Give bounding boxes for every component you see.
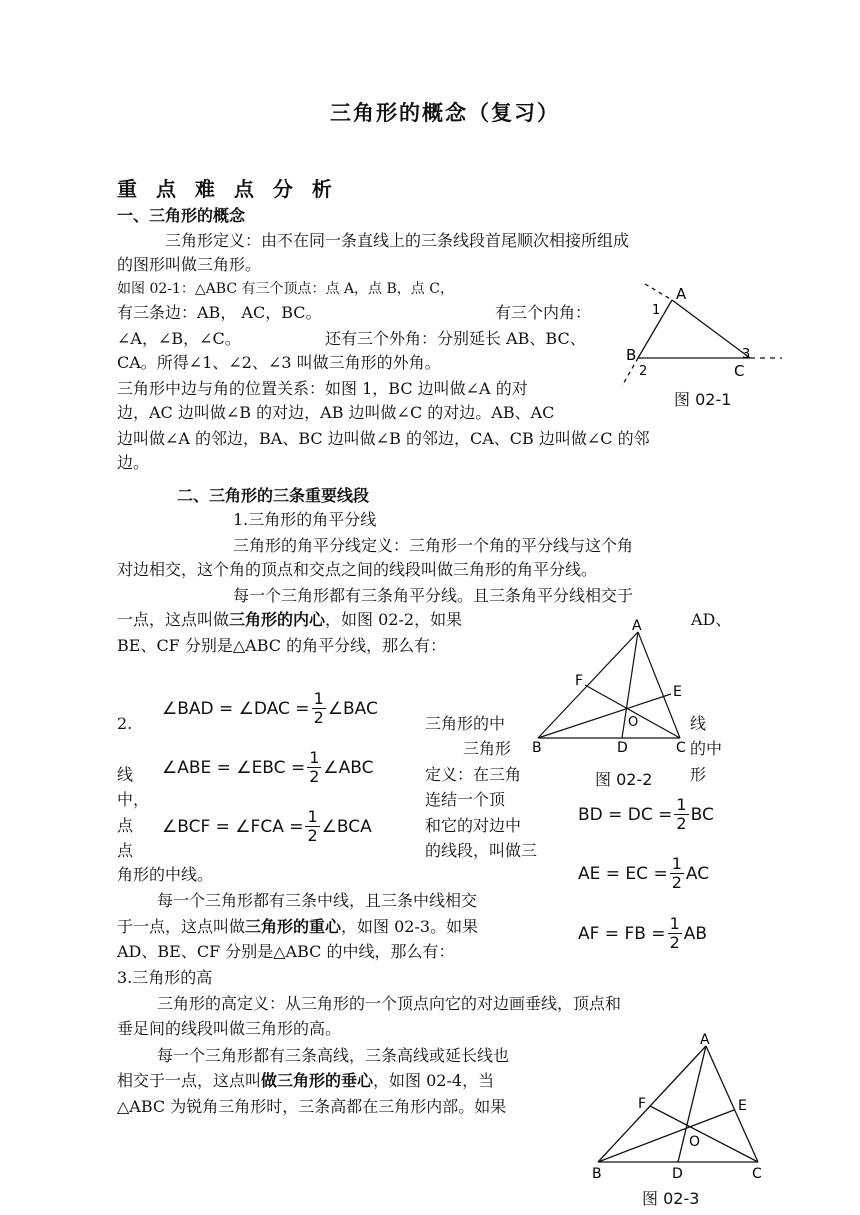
equation-bisector-b: ∠ABE = ∠EBC = $\frac{1}{2}$ ∠ABC <box>162 748 374 786</box>
text-fragment: 线 <box>117 765 134 784</box>
paragraph-line: ∠A，∠B，∠C。 <box>117 329 241 348</box>
paragraph-line: AD、BE、CF 分别是△ABC 的中线，那么有： <box>117 942 455 961</box>
figure-caption: 图 02-1 <box>674 390 732 409</box>
text-fragment: 中， <box>117 790 150 809</box>
figure-02-3 <box>586 1030 776 1180</box>
text-fragment: 三角形的中 <box>425 714 506 733</box>
paragraph-line: 垂足间的线段叫做三角形的高。 <box>117 1019 342 1038</box>
page-title: 三角形的概念（复习） <box>330 100 560 125</box>
point-label-f: F <box>638 1096 647 1112</box>
text-fragment: 的线段，叫做三 <box>425 841 538 860</box>
vertex-label-a: A <box>700 1032 710 1048</box>
text-fragment: 和它的对边中 <box>425 816 522 835</box>
list-number: 2. <box>117 714 133 733</box>
paragraph-line: 对边相交，这个角的顶点和交点之间的线段叫做三角形的角平分线。 <box>117 560 598 579</box>
paragraph-line: 三角形中边与角的位置关系：如图 1，BC 边叫做∠A 的对 <box>117 379 528 398</box>
point-label-o: O <box>689 1134 701 1150</box>
vertex-label-b: B <box>592 1166 602 1180</box>
figure-caption: 图 02-2 <box>595 770 653 789</box>
text-fragment: 点 <box>117 841 134 860</box>
paragraph-line: 有三条边：AB， AC，BC。 <box>117 303 322 322</box>
paragraph-line: 边，AC 边叫做∠B 的对边，AB 边叫做∠C 的对边。AB、AC <box>117 403 555 422</box>
paragraph-line: 于一点，这点叫做三角形的重心，如图 02-3。如果 <box>117 917 479 936</box>
paragraph-line: 每一个三角形都有三条角平分线。且三条角平分线相交于 <box>233 586 634 605</box>
paragraph-line: AD、 <box>691 610 732 629</box>
vertex-label-c: C <box>752 1166 762 1180</box>
figure-02-2 <box>528 612 703 760</box>
text-fragment: 线 <box>690 714 707 733</box>
paragraph-line: 三角形的高定义：从三角形的一个顶点向它的对边画垂线，顶点和 <box>157 994 622 1013</box>
vertex-label-c: C <box>676 740 686 756</box>
point-label-f: F <box>575 673 584 689</box>
paragraph-line: 边。 <box>117 453 150 472</box>
subheading: 1.三角形的角平分线 <box>233 510 377 529</box>
angle-label-1: 1 <box>652 303 661 318</box>
paragraph-line: 一点，这点叫做三角形的内心，如图 02-2，如果 <box>117 610 463 629</box>
paragraph-line: 三角形的角平分线定义：三角形一个角的平分线与这个角 <box>233 536 634 555</box>
paragraph-line: △ABC 为锐角三角形时，三条高都在三角形内部。如果 <box>117 1097 507 1116</box>
part1-heading: 一、三角形的概念 <box>117 206 246 225</box>
paragraph-line: 还有三个外角：分别延长 AB、BC、 <box>325 329 586 348</box>
paragraph-line: 的图形叫做三角形。 <box>117 255 262 274</box>
text-fragment: 连结一个顶 <box>425 790 506 809</box>
paragraph-line: CA。所得∠1、∠2、∠3 叫做三角形的外角。 <box>117 353 441 372</box>
equation-median-c: AF = FB = $\frac{1}{2}$ AB <box>578 914 708 952</box>
vertex-label-b: B <box>626 346 637 364</box>
text-fragment: 定义：在三角 <box>425 765 522 784</box>
section-heading: 重 点 难 点 分 析 <box>117 177 338 201</box>
point-label-o: O <box>628 715 639 730</box>
subheading: 3.三角形的高 <box>117 968 213 987</box>
paragraph-line: 每一个三角形都有三条高线，三条高线或延长线也 <box>157 1046 510 1065</box>
angle-label-3: 3 <box>742 347 751 362</box>
paragraph-line: 如图 02-1：△ABC 有三个顶点：点 A，点 B，点 C， <box>117 281 454 297</box>
text-fragment: 点 <box>117 816 134 835</box>
point-label-d: D <box>617 740 628 756</box>
paragraph-line: 有三个内角： <box>495 303 592 322</box>
paragraph-line: 三角形定义：由不在同一条直线上的三条线段首尾顺次相接所组成 <box>165 231 630 250</box>
paragraph-line: BE、CF 分别是△ABC 的角平分线，那么有： <box>117 636 447 655</box>
paragraph-line: 相交于一点，这点叫做三角形的垂心，如图 02-4，当 <box>117 1071 495 1090</box>
equation-median-b: AE = EC = $\frac{1}{2}$ AC <box>578 854 710 892</box>
text-fragment: 三角形 <box>463 739 512 758</box>
equation-bisector-c: ∠BCF = ∠FCA = $\frac{1}{2}$ ∠BCA <box>162 807 372 845</box>
equation-bisector-a: ∠BAD = ∠DAC = $\frac{1}{2}$ ∠BAC <box>162 689 378 727</box>
text-fragment: 角形的中线。 <box>117 865 214 884</box>
paragraph-line: 边叫做∠A 的邻边，BA、BC 边叫做∠B 的邻边，CA、CB 边叫做∠C 的邻 <box>117 429 650 448</box>
paragraph-line: 每一个三角形都有三条中线，且三条中线相交 <box>157 891 478 910</box>
part2-heading: 二、三角形的三条重要线段 <box>177 486 370 505</box>
point-label-e: E <box>673 684 682 700</box>
vertex-label-c: C <box>734 362 745 380</box>
point-label-d: D <box>672 1166 683 1180</box>
vertex-label-a: A <box>632 618 642 634</box>
text-fragment: 的中 <box>690 739 723 758</box>
angle-label-2: 2 <box>639 364 648 379</box>
figure-caption: 图 02-3 <box>642 1189 700 1208</box>
vertex-label-a: A <box>676 285 687 303</box>
equation-median-a: BD = DC = $\frac{1}{2}$ BC <box>578 795 714 833</box>
text-fragment: 形 <box>690 765 707 784</box>
point-label-e: E <box>738 1098 747 1114</box>
vertex-label-b: B <box>532 740 542 756</box>
